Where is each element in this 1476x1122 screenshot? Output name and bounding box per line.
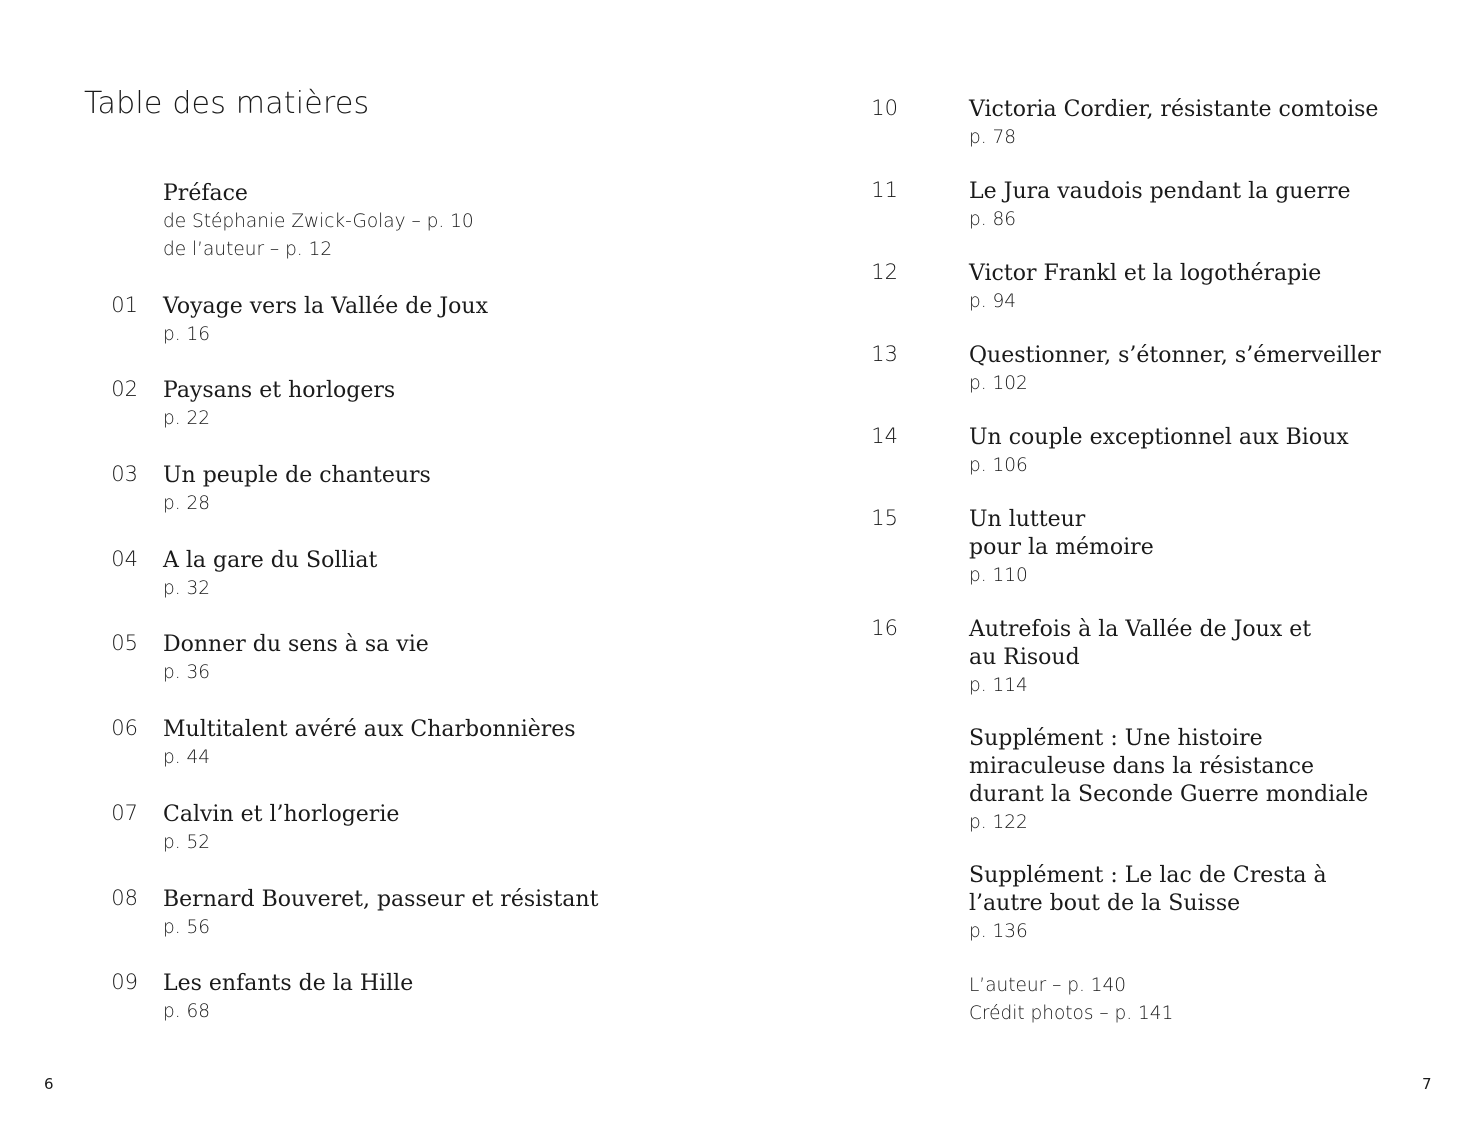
chapter-text xyxy=(163,970,413,1026)
chapter-text xyxy=(969,424,1349,480)
chapter-text xyxy=(163,377,395,433)
chapter-title[interactable]: Victor Frankl et la logothérapie xyxy=(969,261,1322,286)
chapter-title[interactable]: Paysans et horlogers xyxy=(163,378,396,403)
chapter-number: 16 xyxy=(871,616,898,640)
page-number-right: 7 xyxy=(1422,1075,1432,1093)
chapter-text xyxy=(163,293,488,349)
chapter-number: 06 xyxy=(111,716,138,740)
chapter-text xyxy=(163,801,399,857)
chapter-number: 02 xyxy=(111,377,138,401)
chapter-number: 08 xyxy=(111,886,138,910)
chapter-number: 03 xyxy=(111,462,138,486)
right-page xyxy=(738,0,1476,1122)
chapter-title[interactable]: Questionner, s’étonner, s’émerveiller xyxy=(969,343,1381,368)
chapter-title[interactable]: Supplément : Une histoire xyxy=(969,726,1263,751)
chapter-title[interactable]: au Risoud xyxy=(969,645,1080,670)
page-number-left: 6 xyxy=(44,1075,54,1093)
chapter-title[interactable]: Un couple exceptionnel aux Bioux xyxy=(969,425,1349,450)
end-matter xyxy=(969,972,1173,1028)
chapter-number: 07 xyxy=(111,801,138,825)
chapter-number: 10 xyxy=(871,96,898,120)
chapter-text xyxy=(163,462,431,518)
chapter-text xyxy=(969,96,1378,152)
chapter-page[interactable]: p. 94 xyxy=(969,291,1017,312)
chapter-page[interactable]: p. 86 xyxy=(969,209,1017,230)
chapter-text xyxy=(969,506,1154,590)
chapter-page[interactable]: p. 102 xyxy=(969,373,1028,394)
chapter-page[interactable]: p. 106 xyxy=(969,455,1028,476)
chapter-page[interactable]: p. 44 xyxy=(163,747,211,768)
preface-line[interactable]: de Stéphanie Zwick-Golay – p. 10 xyxy=(163,211,474,232)
chapter-number: 14 xyxy=(871,424,898,448)
chapter-page[interactable]: p. 22 xyxy=(163,408,211,429)
chapter-title[interactable]: Multitalent avéré aux Charbonnières xyxy=(163,717,576,742)
page-title: Table des matières xyxy=(84,86,370,121)
chapter-text xyxy=(163,716,576,772)
chapter-text xyxy=(163,631,429,687)
chapter-page[interactable]: p. 136 xyxy=(969,921,1028,942)
chapter-title[interactable]: durant la Seconde Guerre mondiale xyxy=(969,782,1369,807)
chapter-number: 09 xyxy=(111,970,138,994)
chapter-page[interactable]: p. 122 xyxy=(969,812,1028,833)
chapter-title[interactable]: Un peuple de chanteurs xyxy=(163,463,431,488)
preface-line[interactable]: de l’auteur – p. 12 xyxy=(163,239,333,260)
end-matter-line[interactable]: Crédit photos – p. 141 xyxy=(969,1003,1174,1024)
chapter-title[interactable]: Donner du sens à sa vie xyxy=(163,632,429,657)
chapter-number: 12 xyxy=(871,260,898,284)
chapter-page[interactable]: p. 28 xyxy=(163,493,211,514)
preface-entry xyxy=(163,180,474,264)
chapter-title[interactable]: pour la mémoire xyxy=(969,535,1154,560)
chapter-text xyxy=(163,547,377,603)
preface-heading: Préface xyxy=(163,181,248,206)
chapter-title[interactable]: Voyage vers la Vallée de Joux xyxy=(163,294,488,319)
chapter-text xyxy=(163,886,598,942)
chapter-title[interactable]: Autrefois à la Vallée de Joux et xyxy=(969,617,1312,642)
chapter-title[interactable]: Victoria Cordier, résistante comtoise xyxy=(969,97,1379,122)
chapter-text xyxy=(969,725,1368,837)
end-matter-line[interactable]: L’auteur – p. 140 xyxy=(969,975,1127,996)
chapter-page[interactable]: p. 32 xyxy=(163,578,211,599)
chapter-page[interactable]: p. 78 xyxy=(969,127,1017,148)
chapter-text xyxy=(969,260,1321,316)
chapter-page[interactable]: p. 114 xyxy=(969,675,1028,696)
chapter-page[interactable]: p. 52 xyxy=(163,832,211,853)
chapter-text xyxy=(969,616,1311,700)
chapter-title[interactable]: A la gare du Solliat xyxy=(163,548,378,573)
chapter-page[interactable]: p. 68 xyxy=(163,1001,211,1022)
chapter-number: 01 xyxy=(111,293,138,317)
chapter-number: 04 xyxy=(111,547,138,571)
chapter-number: 11 xyxy=(871,178,898,202)
chapter-page[interactable]: p. 56 xyxy=(163,917,211,938)
chapter-title[interactable]: miraculeuse dans la résistance xyxy=(969,754,1314,779)
chapter-title[interactable]: Calvin et l’horlogerie xyxy=(163,802,400,827)
chapter-number: 13 xyxy=(871,342,898,366)
chapter-title[interactable]: l’autre bout de la Suisse xyxy=(969,891,1241,916)
chapter-title[interactable]: Le Jura vaudois pendant la guerre xyxy=(969,179,1351,204)
chapter-number: 05 xyxy=(111,631,138,655)
chapter-text xyxy=(969,342,1381,398)
chapter-text xyxy=(969,862,1327,946)
chapter-title[interactable]: Les enfants de la Hille xyxy=(163,971,414,996)
chapter-text xyxy=(969,178,1351,234)
chapter-title[interactable]: Bernard Bouveret, passeur et résistant xyxy=(163,887,599,912)
chapter-title[interactable]: Un lutteur xyxy=(969,507,1086,532)
chapter-page[interactable]: p. 16 xyxy=(163,324,211,345)
chapter-title[interactable]: Supplément : Le lac de Cresta à xyxy=(969,863,1327,888)
chapter-page[interactable]: p. 36 xyxy=(163,662,211,683)
chapter-page[interactable]: p. 110 xyxy=(969,565,1028,586)
chapter-number: 15 xyxy=(871,506,898,530)
